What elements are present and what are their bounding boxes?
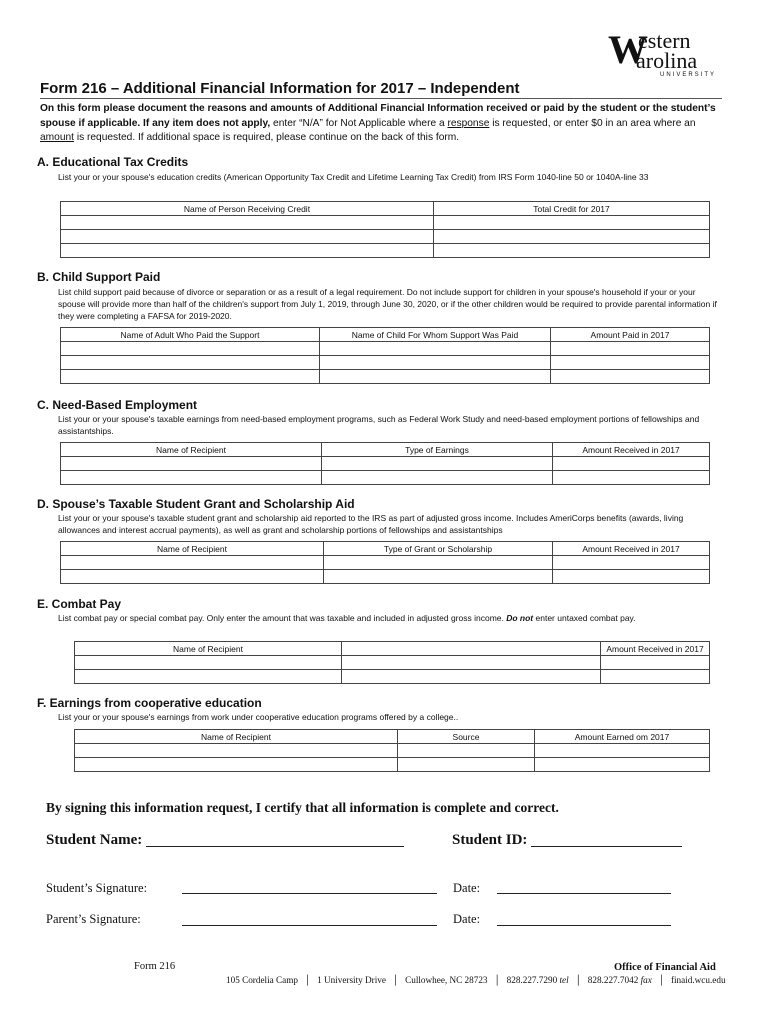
- student-signature-label: Student’s Signature:: [46, 881, 148, 895]
- student-id-label: Student ID:: [452, 832, 528, 848]
- table-cell[interactable]: [551, 356, 710, 370]
- footer-address: [226, 975, 726, 985]
- column-header: Name of Recipient: [61, 443, 322, 457]
- table-cell[interactable]: [75, 758, 398, 772]
- table-cell[interactable]: [601, 670, 710, 684]
- table-cell[interactable]: [320, 356, 551, 370]
- table-cell[interactable]: [322, 457, 553, 471]
- table-cell[interactable]: [61, 216, 434, 230]
- section-e-desc-bold: Do not: [506, 613, 534, 623]
- column-header: Amount Paid in 2017: [551, 328, 710, 342]
- table-cell[interactable]: [551, 370, 710, 384]
- form-title: Form 216 – Additional Financial Information for 2017 – Independent: [40, 80, 722, 99]
- column-header: Type of Earnings: [322, 443, 553, 457]
- section-d-heading: D. Spouse’s Taxable Student Grant and Scholarship Aid: [37, 497, 355, 511]
- table-cell[interactable]: [61, 471, 322, 485]
- footer-separator: │: [574, 975, 582, 985]
- section-e-description: [58, 612, 718, 624]
- table-cell[interactable]: [61, 342, 320, 356]
- table-cell[interactable]: [553, 570, 710, 584]
- section-d-description: List your or your spouse's taxable student grant and scholarship aid reported to the IRS as part of adjusted gross income. Includes AmeriCorps benefits (awards, living allowances and interest accrual payments), as well as grant and scholarship portions of fellowships and assistantships: [58, 513, 684, 535]
- section-a-heading: A. Educational Tax Credits: [37, 155, 189, 169]
- table-cell[interactable]: [61, 356, 320, 370]
- section-a-table: [60, 201, 710, 258]
- table-cell[interactable]: [61, 556, 324, 570]
- parent-signature-label: Parent’s Signature:: [46, 912, 141, 926]
- footer-office: Office of Financial Aid: [614, 962, 716, 973]
- table-cell[interactable]: [61, 457, 322, 471]
- table-cell[interactable]: [342, 670, 601, 684]
- student-signature-line[interactable]: [182, 893, 437, 894]
- footer-website[interactable]: finaid.wcu.edu: [670, 975, 726, 985]
- student-date-line[interactable]: [497, 893, 671, 894]
- section-e-table: [74, 641, 710, 684]
- section-c-description: List your or your spouse's taxable earnings from need-based employment programs, such as Federal Work Study and need-based employment portions of fellowships and assistantships.: [58, 414, 700, 436]
- footer-tel: 828.227.7290: [506, 975, 558, 985]
- footer-addr3: Cullowhee, NC 28723: [405, 975, 488, 985]
- table-cell[interactable]: [61, 244, 434, 258]
- table-cell[interactable]: [535, 758, 710, 772]
- column-header: Source: [398, 730, 535, 744]
- column-header: Amount Earned om 2017: [535, 730, 710, 744]
- intro-amount: amount: [40, 132, 74, 143]
- column-header: Name of Child For Whom Support Was Paid: [320, 328, 551, 342]
- section-f-heading: F. Earnings from cooperative education: [37, 696, 262, 710]
- table-cell[interactable]: [553, 457, 710, 471]
- intro-rest3: is requested. If additional space is required, please continue on the back of this form.: [73, 132, 460, 143]
- column-header: [342, 642, 601, 656]
- footer-separator: │: [304, 975, 311, 985]
- intro-rest1: enter “N/A” for Not Applicable where a: [270, 117, 448, 129]
- table-cell[interactable]: [75, 656, 342, 670]
- column-header: Amount Received in 2017: [553, 542, 710, 556]
- table-cell[interactable]: [342, 656, 601, 670]
- table-cell[interactable]: [61, 370, 320, 384]
- logo-line1: estern: [638, 28, 691, 53]
- table-cell[interactable]: [75, 744, 398, 758]
- section-e-desc2: enter untaxed combat pay.: [533, 613, 636, 623]
- table-cell[interactable]: [551, 342, 710, 356]
- footer-separator: │: [493, 975, 501, 985]
- column-header: Amount Received in 2017: [601, 642, 710, 656]
- table-cell[interactable]: [398, 758, 535, 772]
- section-b-heading: B. Child Support Paid: [37, 270, 161, 284]
- intro-bold: On this form please document the reasons and amounts of Additional Financial Information received or paid by the student or the student’s spouse if applicable. If any item does not apply,: [40, 103, 716, 129]
- footer-form-number: Form 216: [134, 961, 176, 972]
- student-name-label: Student Name:: [46, 832, 143, 848]
- section-b-description: List child support paid because of divorce or separation or as a result of a legal requirement. Do not include support for children in your spouse's household if your or your spouse will provide more than half of the children's support from July 1, 2019, through June 30, 2020, or if the other children would be required to provide parental information if they were completing a FAFSA for 2019-2020.: [58, 287, 717, 321]
- table-cell[interactable]: [324, 570, 553, 584]
- intro-rest2: is requested, or enter $0 in an area where an: [489, 117, 696, 129]
- section-c-heading: C. Need-Based Employment: [37, 398, 198, 412]
- column-header: Name of Adult Who Paid the Support: [61, 328, 320, 342]
- column-header: Type of Grant or Scholarship: [324, 542, 553, 556]
- column-header: Total Credit for 2017: [434, 202, 710, 216]
- section-d-table: [60, 541, 710, 584]
- table-cell[interactable]: [320, 370, 551, 384]
- column-header: Name of Person Receiving Credit: [61, 202, 434, 216]
- section-a-description: List your or your spouse's education credits (American Opportunity Tax Credit and Lifetime Learning Tax Credit) from IRS Form 1040-line 50 or 1040A-line 33: [58, 172, 649, 182]
- logo-w: W: [608, 27, 648, 72]
- form-intro: [40, 102, 730, 146]
- footer-separator: │: [392, 975, 399, 985]
- footer-addr2: 1 University Drive: [317, 975, 386, 985]
- parent-signature-line[interactable]: [182, 925, 437, 926]
- footer-tel-suffix: tel: [559, 975, 569, 985]
- section-e-heading: E. Combat Pay: [37, 597, 122, 611]
- section-f-description: List your or your spouse's earnings from work under cooperative education programs offered by a college..: [58, 712, 459, 722]
- student-name-line[interactable]: [146, 846, 404, 847]
- table-cell[interactable]: [398, 744, 535, 758]
- parent-date-line[interactable]: [497, 925, 671, 926]
- table-cell[interactable]: [535, 744, 710, 758]
- table-cell[interactable]: [322, 471, 553, 485]
- section-b-table: [60, 327, 710, 384]
- intro-response: response: [447, 117, 490, 129]
- certification-statement: By signing this information request, I certify that all information is complete and correct.: [46, 800, 559, 815]
- section-e-desc1: List combat pay or special combat pay. Only enter the amount that was taxable and included in adjusted gross income.: [58, 613, 507, 623]
- parent-date-label: Date:: [453, 912, 481, 926]
- table-cell[interactable]: [434, 230, 710, 244]
- table-cell[interactable]: [75, 670, 342, 684]
- student-date-label: Date:: [453, 881, 481, 895]
- table-cell[interactable]: [324, 556, 553, 570]
- footer-fax-suffix: fax: [640, 975, 652, 985]
- column-header: Name of Recipient: [61, 542, 324, 556]
- footer-addr1: 105 Cordelia Camp: [226, 975, 298, 985]
- table-cell[interactable]: [553, 556, 710, 570]
- logo-line3: UNIVERSITY: [660, 72, 717, 78]
- table-cell[interactable]: [61, 230, 434, 244]
- logo-line2: arolina: [636, 48, 698, 73]
- section-c-table: [60, 442, 710, 485]
- table-cell[interactable]: [320, 342, 551, 356]
- column-header: Amount Received in 2017: [553, 443, 710, 457]
- footer-fax: 828.227.7042: [587, 975, 639, 985]
- column-header: Name of Recipient: [75, 642, 342, 656]
- table-cell[interactable]: [434, 216, 710, 230]
- table-cell[interactable]: [61, 570, 324, 584]
- table-cell[interactable]: [601, 656, 710, 670]
- table-cell[interactable]: [553, 471, 710, 485]
- section-f-table: [74, 729, 710, 772]
- university-logo: [608, 28, 728, 78]
- table-cell[interactable]: [434, 244, 710, 258]
- column-header: Name of Recipient: [75, 730, 398, 744]
- student-id-line[interactable]: [531, 846, 682, 847]
- footer-separator: │: [658, 975, 665, 985]
